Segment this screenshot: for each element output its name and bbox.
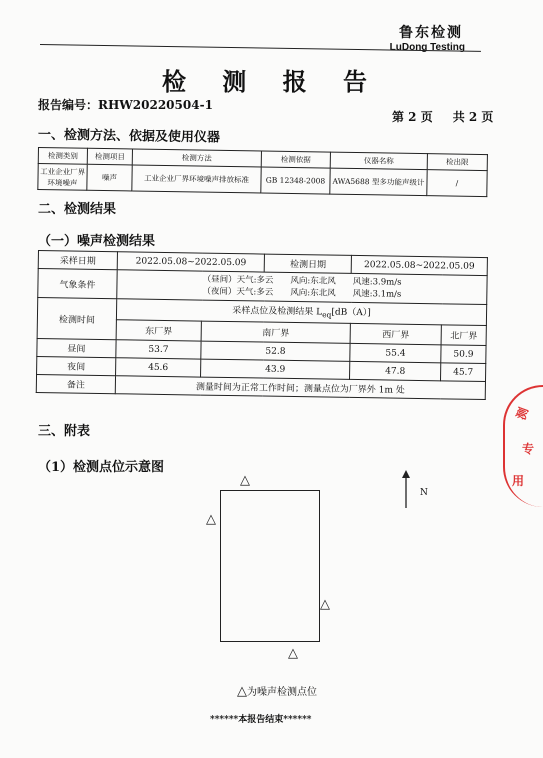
section-3-title: 三、附表 xyxy=(38,424,91,439)
sample-date: 2022.05.08~2022.05.09 xyxy=(117,252,265,272)
report-end: ******本报告结束****** xyxy=(210,715,312,725)
time-label: 检测时间 xyxy=(37,298,117,340)
note-text: 测量时间为正常工作时间；测量点位为厂界外 1m 处 xyxy=(115,376,485,400)
result-header: 采样点位及检测结果 $L_{eq}[dB(A)]$ xyxy=(116,299,486,325)
cell-instrument: AWA5688 型多功能声级计 xyxy=(330,168,427,196)
section-2-title: 二、检测结果 xyxy=(38,202,117,217)
plant-boundary xyxy=(220,490,320,642)
night-south: 43.9 xyxy=(201,359,350,379)
monitor-point-west-icon: △ xyxy=(206,512,216,527)
section-1-title: 一、检测方法、依据及使用仪器 xyxy=(37,127,221,146)
day-north: 50.9 xyxy=(441,345,486,364)
legend-text: 为噪声检测点位 xyxy=(247,687,317,698)
day-label: 昼间 xyxy=(37,338,116,357)
brand-name-cn: 鲁东检测 xyxy=(399,25,463,41)
day-east: 53.7 xyxy=(116,340,201,359)
legend-marker-icon: △ xyxy=(237,684,247,699)
note-label: 备注 xyxy=(36,374,115,393)
night-west: 47.8 xyxy=(350,361,441,380)
sample-date-label: 采样日期 xyxy=(38,251,117,270)
th-limit: 检出限 xyxy=(427,154,487,171)
cell-basis: GB 12348-2008 xyxy=(261,167,330,194)
day-south: 52.8 xyxy=(201,341,350,361)
noise-results-table xyxy=(36,250,488,400)
method-table xyxy=(37,147,488,197)
monitor-point-south-icon: △ xyxy=(288,646,298,661)
point-south: 南厂界 xyxy=(201,321,350,344)
monitor-point-north-icon: △ xyxy=(240,473,250,488)
diagram-title: （1）检测点位示意图 xyxy=(38,460,165,475)
north-arrow-icon xyxy=(398,470,414,510)
cell-method: 工业企业厂界环境噪声排放标准 xyxy=(132,165,261,193)
report-number: 报告编号：RHW20220504-1 xyxy=(38,98,213,112)
point-east: 东厂界 xyxy=(116,319,201,341)
point-west: 西厂界 xyxy=(350,323,441,345)
test-date-label: 检测日期 xyxy=(265,254,352,273)
th-instrument: 仪器名称 xyxy=(330,152,427,170)
current-page: 第 2 页 xyxy=(392,110,433,124)
th-category: 检测类别 xyxy=(38,148,87,165)
total-pages: 共 2 页 xyxy=(452,110,494,124)
brand-name-en: LuDong Testing xyxy=(389,42,465,53)
th-item: 检测项目 xyxy=(87,148,132,165)
weather-night: （夜间）天气:多云 风向:东北风 风速:3.1m/s xyxy=(202,286,402,300)
cell-limit: / xyxy=(427,170,487,197)
legend xyxy=(237,683,317,699)
seal-char-3: 用 xyxy=(512,474,525,488)
night-label: 夜间 xyxy=(37,356,116,375)
seal-char-2: 专 xyxy=(522,442,535,456)
th-method: 检测方法 xyxy=(132,149,261,167)
cell-category: 工业企业厂界环境噪声 xyxy=(38,164,87,191)
night-north: 45.7 xyxy=(441,363,486,382)
page-number xyxy=(392,108,493,125)
monitor-point-east-icon: △ xyxy=(320,597,330,612)
point-north: 北厂界 xyxy=(441,324,486,345)
north-label: N xyxy=(420,488,428,498)
cell-item: 噪声 xyxy=(87,164,132,191)
seal-char-1: 测 xyxy=(513,405,532,422)
weather-day: （昼间）天气:多云 风向:东北风 风速:3.9m/s xyxy=(202,274,402,288)
test-date: 2022.05.08~2022.05.09 xyxy=(351,255,487,275)
day-west: 55.4 xyxy=(350,343,441,362)
report-title: 检 测 报 告 xyxy=(161,67,382,96)
weather-label: 气象条件 xyxy=(38,269,117,299)
th-basis: 检测依据 xyxy=(261,151,330,168)
night-east: 45.6 xyxy=(116,358,201,377)
noise-results-title: （一）噪声检测结果 xyxy=(38,234,156,249)
